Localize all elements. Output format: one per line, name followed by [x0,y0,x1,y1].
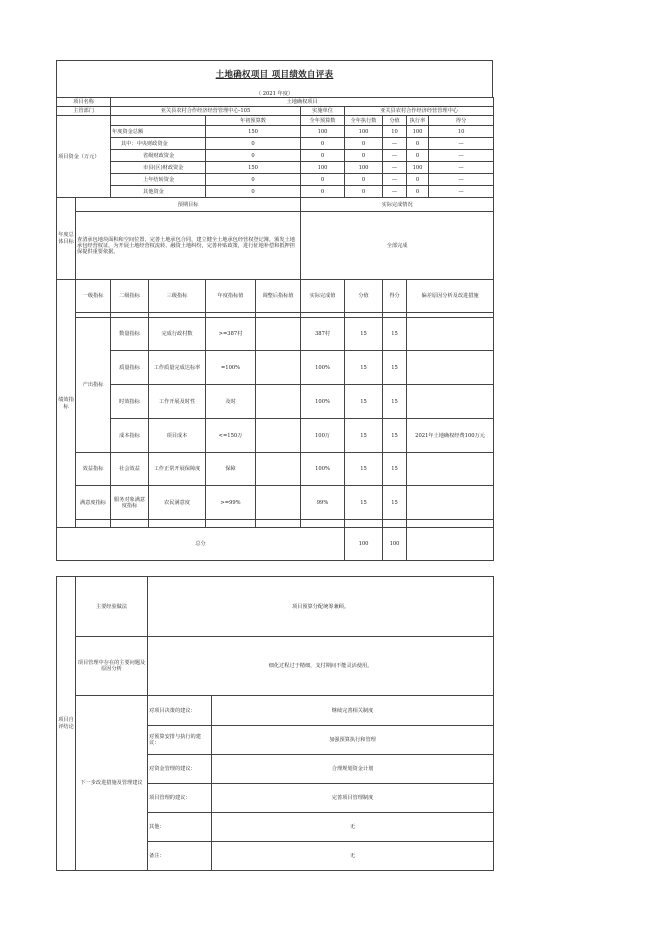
suggestion-row [57,696,494,726]
problems-text: 细化过程过于精细，支付期间不能灵活使用。 [148,637,494,696]
indicator-cell [407,453,494,486]
indicator-cell [256,318,301,351]
indicator-cell: 工作开展及时性 [149,385,206,419]
suggestion-label: 对项目决策的建议： [148,696,212,726]
next-steps-label: 下一步改进措施及管理建议 [76,696,148,871]
funds-cell: — [429,150,494,162]
methods-row [57,577,494,637]
funds-header-2: 全年执行数 [345,116,383,126]
indicators-side-label: 绩效指标 [57,280,76,528]
indicator-header: 偏差原因分析及改进措施 [407,280,494,313]
dept-value: 亚关县农村合作经济经营管理中心-105 [111,107,301,116]
suggestion-label: 项目管理的建议： [148,784,212,813]
suggestion-label: 其他： [148,813,212,842]
indicator-cell [407,486,494,520]
total-row [57,528,494,561]
expected-text: 查清承包地块面积和空间位置，完善土地承包合同，建立健全土地承包经营权登记簿，颁发土地承包经营权证，为开展土地经营权流转、融资土地纠纷，完善补贴政策，进行征地补偿和抵押担保提供重要依据。 [76,212,301,280]
indicator-cell: 成本指标 [111,419,149,453]
indicator-cell [407,385,494,419]
indicator-row [57,385,494,419]
indicator-cell: 15 [383,351,407,385]
indicator-header: 三级指标 [149,280,206,313]
form-title [57,68,492,80]
impl-label: 实施单位 [301,107,345,116]
indicator-cell: 387村 [301,318,345,351]
problems-label: 项目管理中存在的主要问题及原因分析 [76,637,148,696]
funds-cell: 0 [301,138,345,150]
indicator-header: 调整后指标值 [256,280,301,313]
funds-header-1: 全年预算数 [301,116,345,126]
project-name-value: 土地确权项目 [111,98,494,107]
funds-cell: 0 [206,138,301,150]
funds-cell: 100 [345,162,383,174]
funds-row-label: 其他资金 [111,186,206,198]
indicator-cell: 农民满意度 [149,486,206,520]
indicator-cell: 100% [301,453,345,486]
indicator-cell: 100% [301,385,345,419]
funds-header-3: 分值 [383,116,407,126]
funds-cell: — [383,162,407,174]
indicator-cell: 社会效益 [111,453,149,486]
indicator-cell: 项目成本 [149,419,206,453]
funds-cell: 0 [407,186,429,198]
funds-header-row [57,116,494,126]
actual-text: 全部完成 [301,212,494,280]
funds-cell: — [383,174,407,186]
funds-cell: 0 [301,186,345,198]
indicator-cell: =100% [206,351,256,385]
indicator-row [57,486,494,520]
funds-cell: — [429,174,494,186]
methods-text: 项目预算分配统筹兼顾。 [148,577,494,637]
suggestion-label: 对预算安排与执行的建议： [148,726,212,755]
indicator-header: 分值 [345,280,383,313]
methods-label: 主要经验做法 [76,577,148,637]
spacer-row [57,520,494,528]
indicator-cell: 时效指标 [111,385,149,419]
funds-cell: 0 [301,174,345,186]
indicator-cell: <=150万 [206,419,256,453]
indicator-cell [256,486,301,520]
evaluation-table [56,97,494,561]
indicator-cell: 15 [345,453,383,486]
indicator-cell: 15 [383,486,407,520]
funds-cell: 10 [429,126,494,138]
funds-cell: 0 [407,138,429,150]
conclusion-table [56,576,494,871]
funds-cell: — [383,150,407,162]
funds-cell: — [429,186,494,198]
total-score: 100 [345,528,383,561]
indicator-cell: 100% [301,351,345,385]
funds-row [57,186,494,198]
indicator-cell: 保障 [206,453,256,486]
indicator-cell: 15 [383,318,407,351]
funds-cell: 100 [345,126,383,138]
indicator-cell: 工作正常开展保障度 [149,453,206,486]
funds-cell: 0 [345,138,383,150]
funds-row [57,138,494,150]
funds-row-label: 市县(区)财政资金 [111,162,206,174]
funds-cell: — [429,138,494,150]
goals-header-row [57,198,494,212]
funds-header-4: 执行率 [407,116,429,126]
indicator-cell: 工作质量完成达标率 [149,351,206,385]
funds-cell: 0 [345,174,383,186]
indicator-header: 得分 [383,280,407,313]
goals-side-label: 年度总体目标 [57,198,76,280]
title-suffix: 项目绩效自评表 [268,70,334,80]
indicator-cell: 15 [345,419,383,453]
dept-row [57,107,494,116]
indicator-cell: 2021年土地确权经费100万元 [407,419,494,453]
indicator-row [57,419,494,453]
indicator-cell: 及时 [206,385,256,419]
dept-label: 主管部门 [57,107,111,116]
funds-cell: 100 [301,162,345,174]
indicator-header: 实际完成值 [301,280,345,313]
indicator-cell [407,318,494,351]
indicator-cell: >=387村 [206,318,256,351]
indicator-cell: 15 [383,385,407,419]
indicator-cell: >=99% [206,486,256,520]
funds-group-label: 项目资金（万元） [57,116,111,198]
suggestion-text: 继续完善相关制度 [212,696,494,726]
indicator-cell: 15 [383,453,407,486]
funds-cell: — [429,162,494,174]
funds-row [57,126,494,138]
funds-row-label: 上年结转资金 [111,174,206,186]
indicator-cell: 数量指标 [111,318,149,351]
suggestion-label: 对资金管理的建议： [148,755,212,784]
suggestion-label: 备注： [148,842,212,871]
indicator-cell: 服务对象满意度指标 [111,486,149,520]
goals-content-row [57,212,494,280]
funds-row [57,150,494,162]
indicator-row [57,318,494,351]
indicator-cell [256,351,301,385]
indicator-header-row [57,280,494,313]
indicator-cell: 15 [383,419,407,453]
indicator-row [57,351,494,385]
total-got: 100 [383,528,407,561]
year-line: （ 2021 年度） [255,91,294,97]
indicator-cell: 99% [301,486,345,520]
funds-row-label: 其中：中央财政资金 [111,138,206,150]
indicator-cell [407,351,494,385]
project-name-row [57,98,494,107]
indicator-cell [256,385,301,419]
funds-cell: 0 [407,150,429,162]
funds-row [57,174,494,186]
indicator-cell: 质量指标 [111,351,149,385]
funds-cell: 0 [407,174,429,186]
funds-cell: — [383,186,407,198]
indicator-cell: 完成行政村数 [149,318,206,351]
conclusion-side-label: 项目自评结论 [57,577,76,871]
indicator-cell [256,453,301,486]
indicator-cell: 15 [345,318,383,351]
satisfaction-label: 满意度指标 [76,486,111,520]
funds-row-label: 年度资金总额 [111,126,206,138]
suggestion-text: 无 [212,813,494,842]
indicator-header: 二级指标 [111,280,149,313]
suggestion-text: 完善项目管理制度 [212,784,494,813]
funds-header-5: 得分 [429,116,494,126]
indicator-row [57,453,494,486]
suggestion-text: 加强预算执行和管理 [212,726,494,755]
actual-header: 实际完成情况 [301,198,494,212]
funds-cell: 100 [407,126,429,138]
problems-row [57,637,494,696]
indicator-cell [256,419,301,453]
funds-row [57,162,494,174]
funds-cell: 100 [407,162,429,174]
funds-cell: 150 [206,126,301,138]
funds-cell: 100 [301,126,345,138]
expected-header: 预期目标 [76,198,301,212]
indicator-header: 年度指标值 [206,280,256,313]
funds-cell: 0 [206,150,301,162]
funds-cell: — [383,138,407,150]
impl-value: 亚关县农村合作经济经营管理中心 [345,107,494,116]
output-label: 产出指标 [76,318,111,453]
suggestion-text: 合理规划资金计划 [212,755,494,784]
funds-cell: 0 [345,186,383,198]
indicator-cell: 15 [345,351,383,385]
funds-header-0: 年初预算数 [206,116,301,126]
funds-cell: 0 [301,150,345,162]
project-name-label: 项目名称 [57,98,111,107]
total-label: 总分 [57,528,345,561]
title-project-name: 土地确权项目 [215,70,269,80]
form-header [56,60,493,98]
funds-cell: 0 [345,150,383,162]
suggestion-text: 无 [212,842,494,871]
indicator-header: 一级指标 [76,280,111,313]
funds-cell: 0 [206,186,301,198]
funds-cell: 150 [206,162,301,174]
benefit-label: 效益指标 [76,453,111,486]
funds-row-label: 省级财政资金 [111,150,206,162]
indicator-cell: 100万 [301,419,345,453]
indicator-cell: 15 [345,486,383,520]
funds-cell: 0 [206,174,301,186]
funds-cell: 10 [383,126,407,138]
indicator-cell: 15 [345,385,383,419]
